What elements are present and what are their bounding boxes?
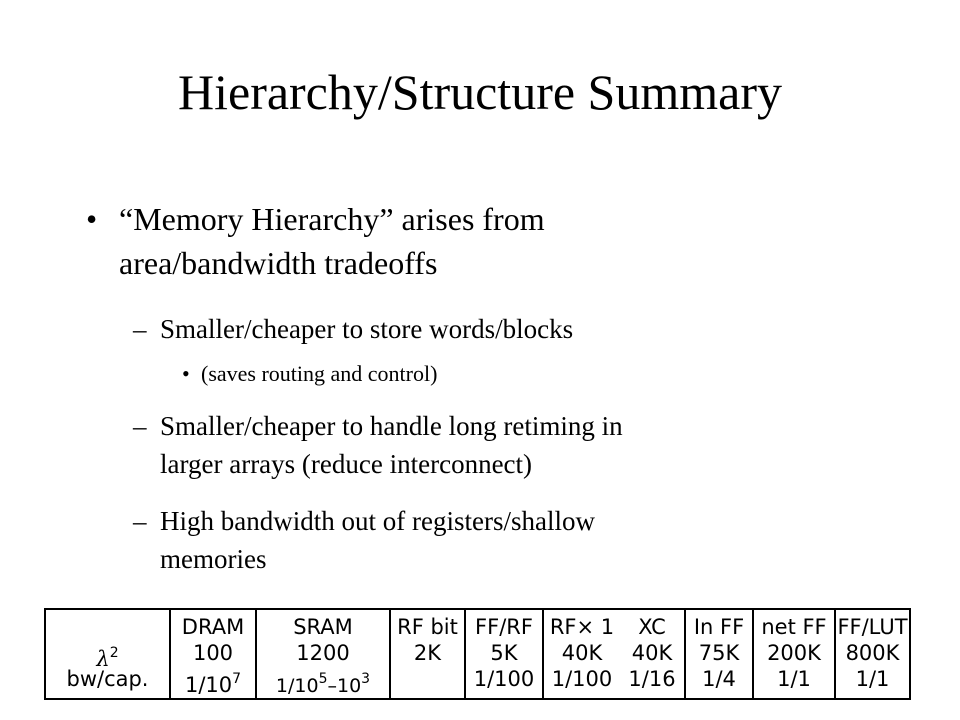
- bw-value: $1/10^5-10^3$: [275, 671, 371, 697]
- sub-bullet-text: memories: [160, 544, 267, 574]
- subcolumn-xc: [620, 610, 684, 692]
- bullet-marker: •: [182, 361, 190, 386]
- sub-bullet-text: Smaller/cheaper to handle long retiming in: [160, 411, 623, 441]
- table-column-rf-xc: [544, 610, 686, 698]
- bullet-item: [86, 197, 545, 285]
- dash-marker: –: [133, 314, 147, 344]
- bullet-text: area/bandwidth tradeoffs: [119, 245, 438, 281]
- row-label-column: [46, 610, 171, 698]
- area-value: 75K: [698, 641, 740, 665]
- area-value: 800K: [845, 641, 900, 665]
- column-header: RF× 1: [549, 615, 615, 639]
- area-value: 40K: [631, 641, 673, 665]
- table-column-sram: [257, 610, 391, 698]
- bw-value: [391, 666, 464, 692]
- column-header: In FF: [693, 615, 745, 639]
- bullet-text: “Memory Hierarchy” arises from: [119, 201, 545, 237]
- table-column-net-ff: [754, 610, 836, 698]
- bw-value: 1/4: [702, 667, 736, 691]
- column-header: RF bit: [397, 615, 458, 639]
- column-header: DRAM: [181, 615, 245, 639]
- column-header: FF/LUT: [837, 615, 908, 639]
- bw-value: 1/16: [628, 667, 676, 691]
- sub-bullet-text: High bandwidth out of registers/shallow: [160, 506, 595, 536]
- sub-bullet-item: [133, 502, 595, 578]
- slide-title: Hierarchy/Structure Summary: [178, 64, 782, 120]
- column-header: net FF: [761, 615, 827, 639]
- bullet-marker: •: [86, 201, 98, 237]
- sub-bullet-item: [133, 310, 573, 348]
- sub-bullet-item: [133, 407, 623, 483]
- bw-value: 1/100: [473, 667, 535, 691]
- area-value: 200K: [767, 641, 821, 665]
- sub-sub-bullet-item: [182, 359, 437, 389]
- memory-comparison-table: [44, 608, 911, 700]
- table-column-in-ff: [686, 610, 754, 698]
- subcolumn-rfx1: [544, 610, 620, 692]
- table-column-ff-rf: [466, 610, 544, 698]
- column-header: SRAM: [293, 615, 353, 639]
- bw-value: 1/100: [551, 667, 613, 691]
- dash-marker: –: [133, 411, 147, 441]
- area-value: 40K: [561, 641, 603, 665]
- area-value: 2K: [413, 641, 442, 665]
- area-value: 100: [192, 641, 234, 665]
- dash-marker: –: [133, 506, 147, 536]
- table-column-rf-bit: [391, 610, 466, 698]
- bw-value: $1/10^7$: [184, 671, 242, 697]
- table-column-ff-lut: [836, 610, 909, 698]
- area-value: 1200: [296, 641, 350, 665]
- area-value: 5K: [490, 641, 518, 665]
- bw-value: 1/1: [777, 667, 811, 691]
- area-row-label: $\lambda^2$: [96, 645, 119, 671]
- table-column-dram: [171, 610, 257, 698]
- bw-value: 1/1: [855, 667, 890, 691]
- sub-sub-bullet-text: (saves routing and control): [201, 361, 438, 386]
- column-header: XC: [638, 615, 666, 639]
- bw-row-label: bw/cap.: [66, 667, 149, 691]
- column-header: FF/RF: [475, 615, 533, 639]
- sub-bullet-text: Smaller/cheaper to store words/blocks: [160, 314, 574, 344]
- sub-bullet-text: larger arrays (reduce interconnect): [160, 449, 533, 479]
